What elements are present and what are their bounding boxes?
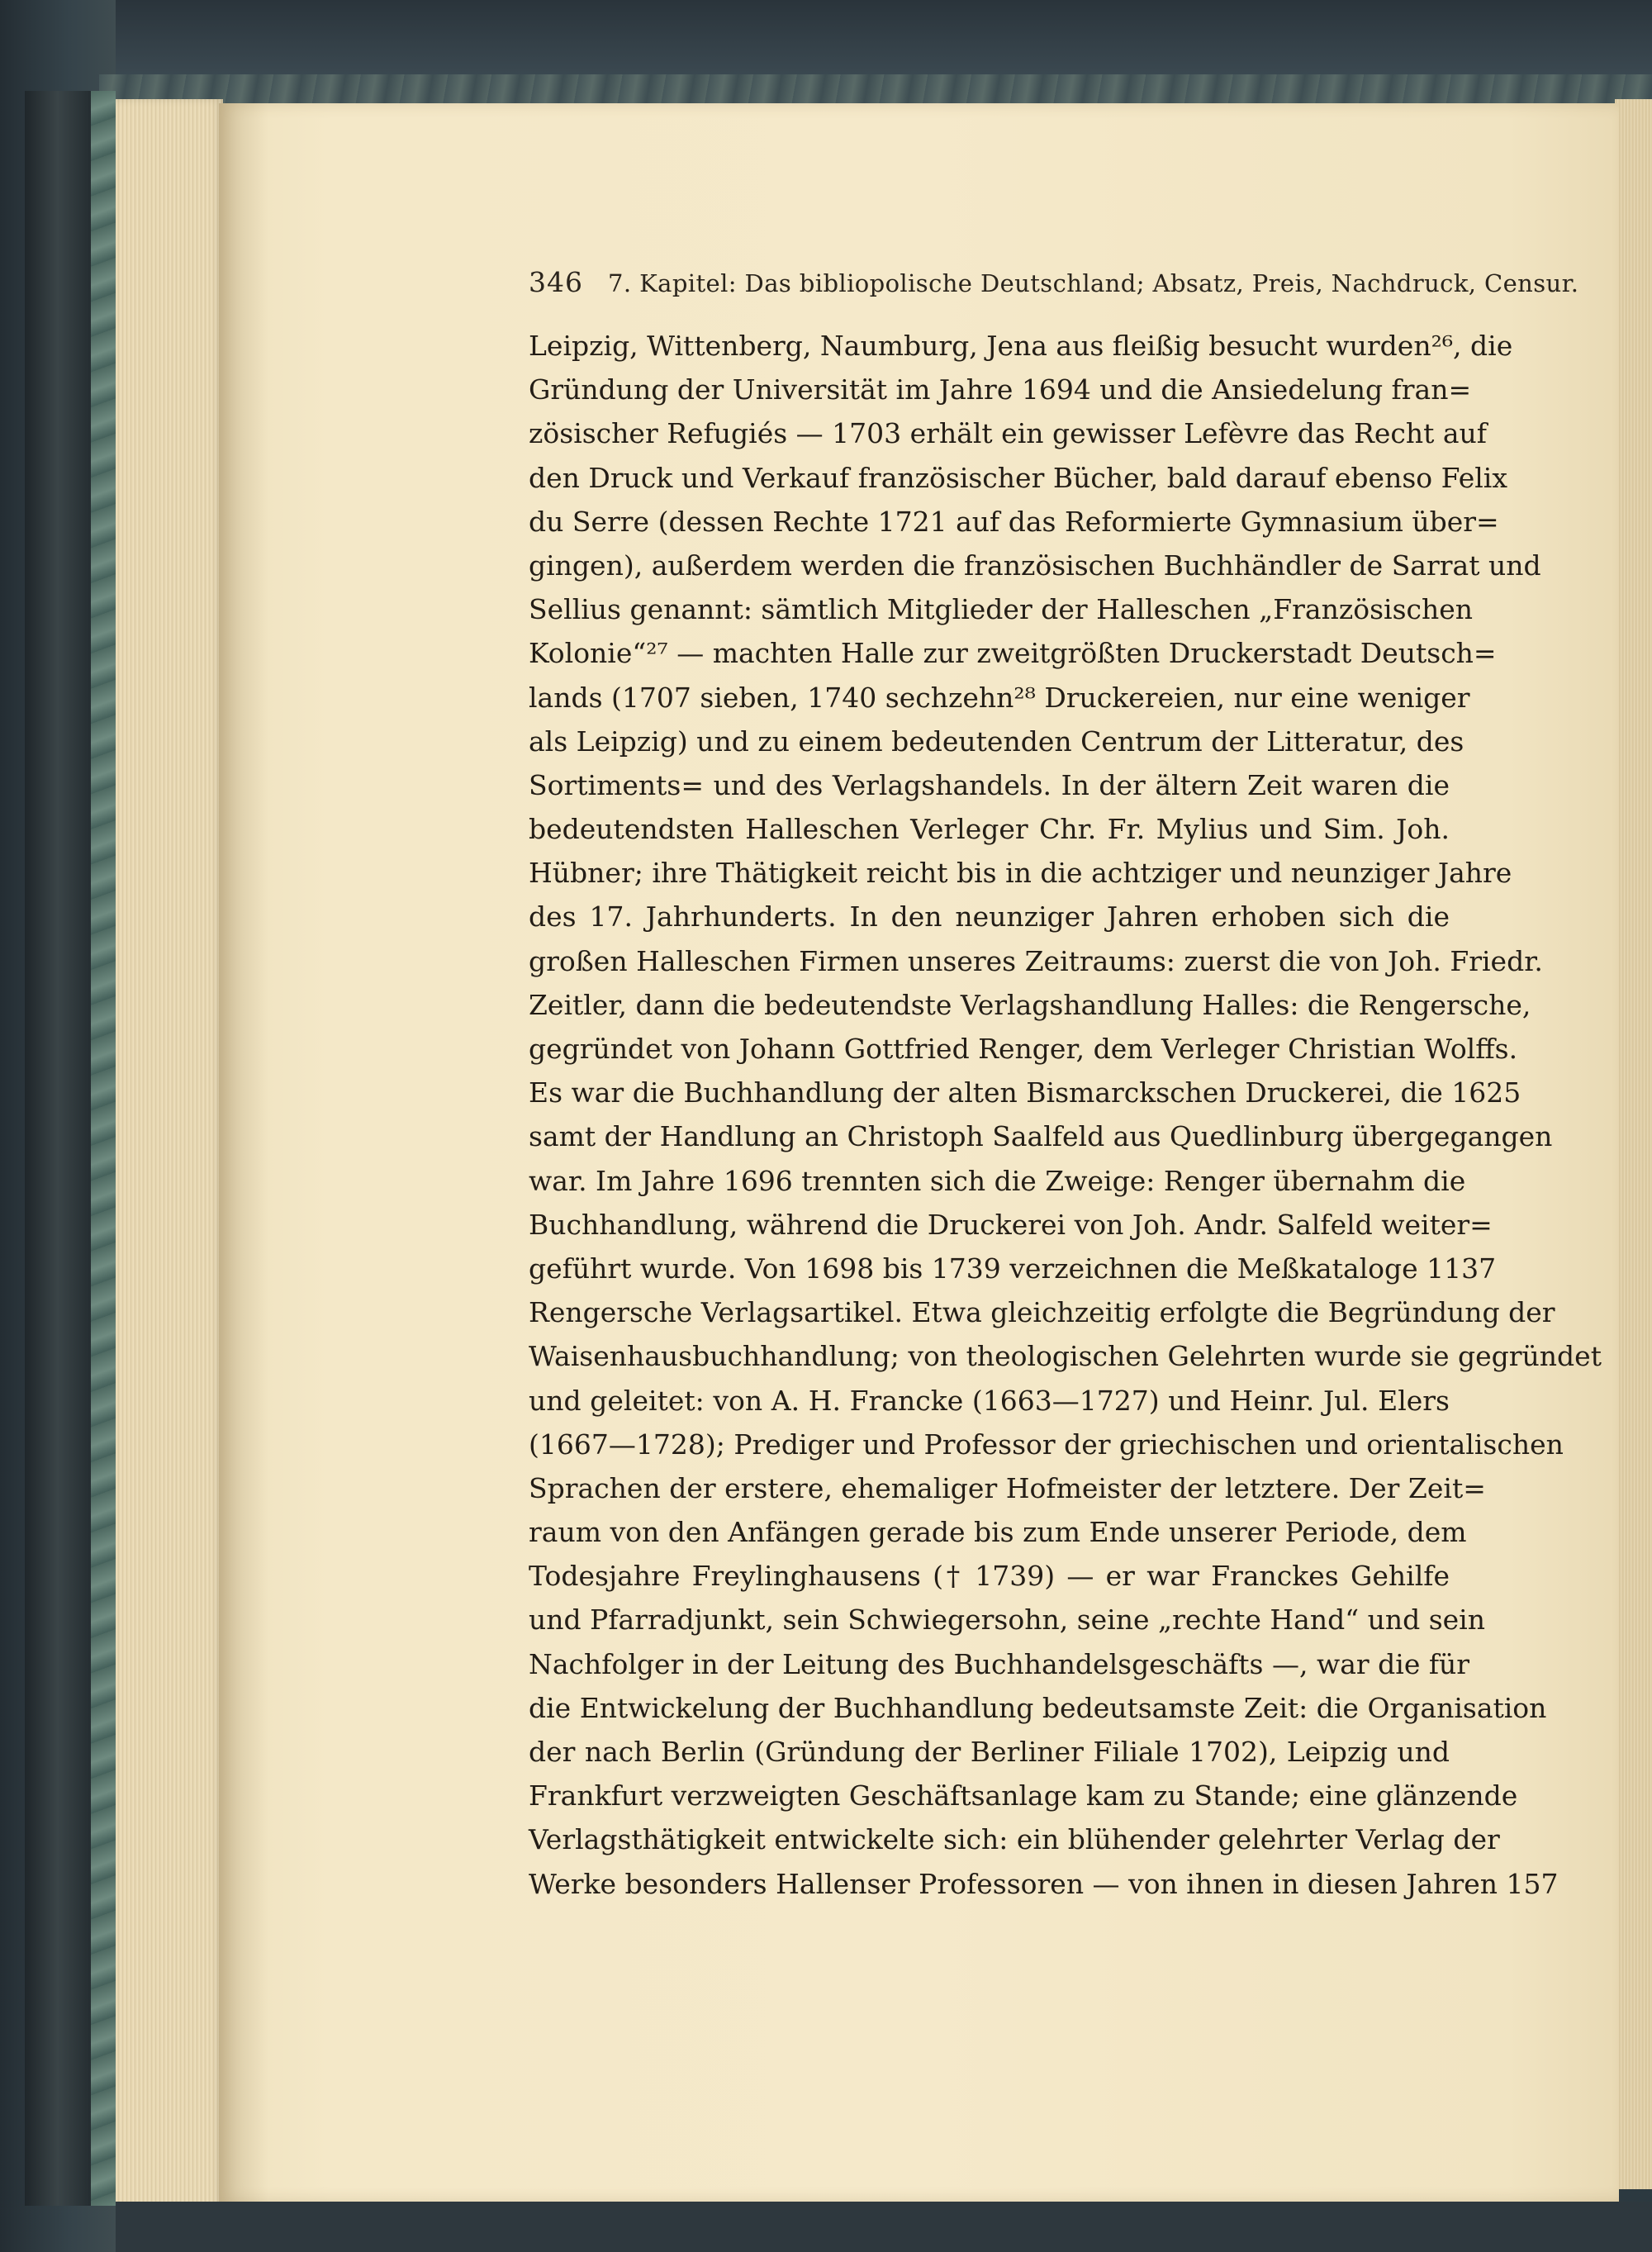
text-line: Buchhandlung, während die Druckerei von Joh. Andr. Salfeld weiter= bbox=[529, 1208, 1493, 1241]
text-line: Zeitler, dann die bedeutendste Verlagshandlung Halles: die Rengersche, bbox=[529, 988, 1531, 1021]
text-line: Hübner; ihre Thätigkeit reicht bis in die achtziger und neunziger Jahre bbox=[529, 857, 1512, 890]
page-number: 346 bbox=[529, 266, 583, 298]
text-line: der nach Berlin (Gründung der Berliner Filiale 1702), Leipzig und bbox=[529, 1736, 1450, 1768]
text-line: geführt wurde. Von 1698 bis 1739 verzeichnen die Meßkataloge 1137 bbox=[529, 1252, 1497, 1285]
text-line: Nachfolger in der Leitung des Buchhandelsgeschäfts —, war die für bbox=[529, 1647, 1470, 1680]
text-line: lands (1707 sieben, 1740 sechzehn²⁸ Druckereien, nur eine weniger bbox=[529, 681, 1470, 714]
text-line: Verlagsthätigkeit entwickelte sich: ein blühender gelehrter Verlag der bbox=[529, 1823, 1500, 1856]
text-line: Gründung der Universität im Jahre 1694 und die Ansiedelung fran= bbox=[529, 373, 1472, 406]
text-line: die Entwickelung der Buchhandlung bedeutsamste Zeit: die Organisation bbox=[529, 1691, 1547, 1724]
gutter-shadow bbox=[219, 103, 268, 2202]
text-line: und Pfarradjunkt, sein Schwiegersohn, seine „rechte Hand“ und sein bbox=[529, 1603, 1485, 1637]
text-line: war. Im Jahre 1696 trennten sich die Zweige: Renger übernahm die bbox=[529, 1164, 1466, 1197]
text-line: und geleitet: von A. H. Francke (1663—1727) und Heinr. Jul. Elers bbox=[529, 1384, 1450, 1417]
running-head bbox=[529, 266, 1579, 304]
text-line: Sprachen der erstere, ehemaliger Hofmeister der letztere. Der Zeit= bbox=[529, 1471, 1486, 1504]
text-line: des 17. Jahrhunderts. In den neunziger Jahren erhoben sich die bbox=[529, 900, 1450, 934]
text-line: du Serre (dessen Rechte 1721 auf das Reformierte Gymnasium über= bbox=[529, 505, 1499, 538]
text-line: Werke besonders Hallenser Professoren — von ihnen in diesen Jahren 157 bbox=[529, 1867, 1559, 1900]
text-line: bedeutendsten Halleschen Verleger Chr. Fr. Mylius und Sim. Joh. bbox=[529, 813, 1450, 846]
text-line: Frankfurt verzweigten Geschäftsanlage kam zu Stande; eine glänzende bbox=[529, 1779, 1518, 1813]
text-line: Kolonie“²⁷ — machten Halle zur zweitgrößten Druckerstadt Deutsch= bbox=[529, 637, 1497, 670]
text-line: Es war die Buchhandlung der alten Bismarckschen Druckerei, die 1625 bbox=[529, 1076, 1521, 1109]
text-line: Waisenhausbuchhandlung; von theologischen Gelehrten wurde sie gegründet bbox=[529, 1340, 1602, 1373]
page-edges-right bbox=[1615, 99, 1652, 2189]
text-line: den Druck und Verkauf französischer Bücher, bald darauf ebenso Felix bbox=[529, 461, 1507, 494]
text-line: Leipzig, Wittenberg, Naumburg, Jena aus fleißig besucht wurden²⁶, die bbox=[529, 330, 1513, 362]
body-text bbox=[529, 324, 1602, 1906]
text-line: zösischer Refugiés — 1703 erhält ein gewisser Lefèvre das Recht auf bbox=[529, 417, 1487, 450]
text-line: Rengersche Verlagsartikel. Etwa gleichzeitig erfolgte die Begründung der bbox=[529, 1296, 1555, 1329]
text-line: (1667—1728); Prediger und Professor der griechischen und orientalischen bbox=[529, 1428, 1564, 1461]
chapter-heading: 7. Kapitel: Das bibliopolische Deutschland; Absatz, Preis, Nachdruck, Censur. bbox=[608, 269, 1579, 297]
text-line: großen Halleschen Firmen unseres Zeitraums: zuerst die von Joh. Friedr. bbox=[529, 944, 1543, 977]
leather-spine bbox=[25, 91, 93, 2206]
text-line: als Leipzig) und zu einem bedeutenden Centrum der Litteratur, des bbox=[529, 725, 1464, 758]
text-line: Sortiments= und des Verlagshandels. In der ältern Zeit waren die bbox=[529, 768, 1450, 801]
text-line: Todesjahre Freylinghausens († 1739) — er war Franckes Gehilfe bbox=[529, 1560, 1450, 1593]
text-line: samt der Handlung an Christoph Saalfeld aus Quedlinburg übergegangen bbox=[529, 1120, 1553, 1153]
text-line: gegründet von Johann Gottfried Renger, dem Verleger Christian Wolffs. bbox=[529, 1033, 1518, 1065]
scanner-background-bottom bbox=[116, 2202, 1652, 2252]
page-edges-left bbox=[116, 99, 223, 2214]
text-line: raum von den Anfängen gerade bis zum Ende unserer Periode, dem bbox=[529, 1516, 1467, 1549]
marbled-board-edge bbox=[91, 91, 116, 2206]
text-line: gingen), außerdem werden die französischen Buchhändler de Sarrat und bbox=[529, 549, 1541, 582]
text-line: Sellius genannt: sämtlich Mitglieder der Halleschen „Französischen bbox=[529, 593, 1474, 626]
